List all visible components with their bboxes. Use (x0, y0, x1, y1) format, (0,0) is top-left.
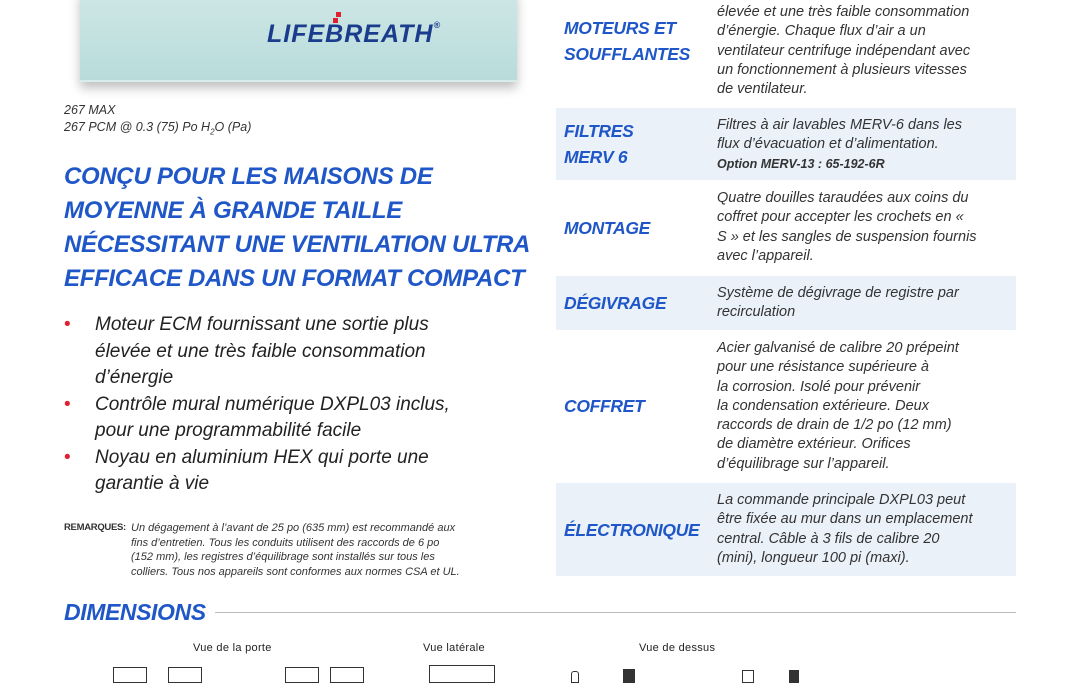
bullet-icon: • (64, 393, 71, 415)
spec-desc: Système de dégivrage de registre par recirculation (717, 285, 959, 321)
spec-row-coffret (556, 335, 1016, 478)
spec-label: MOTEURS ET SOUFFLANTES (564, 18, 691, 64)
remarks-label: REMARQUES: (64, 522, 126, 533)
feature-list (64, 312, 534, 498)
brand-logo: LIFEBREATH® (267, 20, 442, 48)
spec-row-electronique (556, 483, 1016, 576)
spec-row-montage (556, 185, 1016, 271)
spec-line-max: 267 MAX (64, 103, 116, 117)
bullet-icon: • (64, 314, 71, 335)
view-label-top: Vue de dessus (639, 642, 716, 654)
drawing-door-collar (113, 667, 147, 683)
list-item: • Contrôle mural numérique DXPL03 inclus, pour une programmabilité facile (64, 393, 450, 441)
spec-desc: Filtres à air lavables MERV-6 dans les flux d’évacuation et d’alimentation. Option MERV-13 : 65-192-6R (717, 117, 962, 171)
drawing-side-view (429, 665, 495, 683)
drawing-door-collar (330, 667, 364, 683)
drawing-top-marker (742, 670, 754, 683)
spec-row-degivrage (556, 276, 1016, 330)
view-label-door: Vue de la porte (193, 642, 272, 654)
drawing-top-marker (623, 669, 635, 683)
spec-line-pcm: 267 PCM @ 0.3 (75) Po $H_2O$ (Pa) (64, 120, 252, 137)
bullet-icon: • (64, 446, 71, 468)
spec-desc: Quatre douilles taraudées aux coins du coffret pour accepter les crochets en « S » et les sangles de suspension fournis avec l’appareil. (717, 190, 977, 264)
list-item: • Noyau en aluminium HEX qui porte une garantie à vie (64, 446, 429, 494)
spec-row-filtres (556, 108, 1016, 180)
view-label-side: Vue latérale (423, 642, 485, 654)
spec-row-moteurs (556, 0, 1016, 103)
remarks-text: Un dégagement à l’avant de 25 po (635 mm) est recommandé aux fins d’entretien. Tous les conduits utilisent des raccords de 6 po (152 mm), les registres d’équilibrage sont installés sur tous les colliers. Tous nos appareils sont conformes aux normes CSA et UL. (131, 522, 460, 578)
spec-label: COFFRET (564, 396, 645, 416)
remarks (64, 521, 514, 579)
drawing-door-collar (285, 667, 319, 683)
drawing-door-collar (168, 667, 202, 683)
spec-desc: élevée et une très faible consommation d’énergie. Chaque flux d’air a un ventilateur centrifuge indépendant avec un fonctionnement à plusieurs vitesses de ventilateur. (717, 4, 971, 98)
spec-desc: La commande principale DXPL03 peut être fixée au mur dans un emplacement central. Câble à 3 fils de calibre 20 (mini), longueur 100 pi (maxi). (717, 492, 973, 566)
spec-label: FILTRES MERV 6 (564, 121, 634, 167)
spec-label: DÉGIVRAGE (564, 293, 667, 313)
page-headline: CONÇU POUR LES MAISONS DE MOYENNE À GRANDE TAILLE NÉCESSITANT UNE VENTILATION ULTRA EFFICACE DANS UN FORMAT COMPACT (64, 163, 531, 292)
drawing-top-marker (571, 671, 579, 683)
drawing-top-marker (789, 670, 799, 683)
spec-desc: Acier galvanisé de calibre 20 prépeint pour une résistance supérieure à la corrosion. Isolé pour prévenir la condensation extérieure. Deux raccords de drain de 1/2 po (12 mm) de diamètre extérieur. Orifices d’équilibrage sur l’appareil. (717, 340, 959, 472)
spec-label: MONTAGE (564, 218, 651, 238)
product-image (80, 0, 517, 82)
airflow-specs (64, 102, 251, 141)
dimensions-title: DIMENSIONS (64, 599, 206, 625)
spec-label: ÉLECTRONIQUE (564, 520, 700, 540)
list-item: • Moteur ECM fournissant une sortie plus élevée et une très faible consommation d’énergie (64, 314, 429, 388)
divider (215, 612, 1016, 613)
